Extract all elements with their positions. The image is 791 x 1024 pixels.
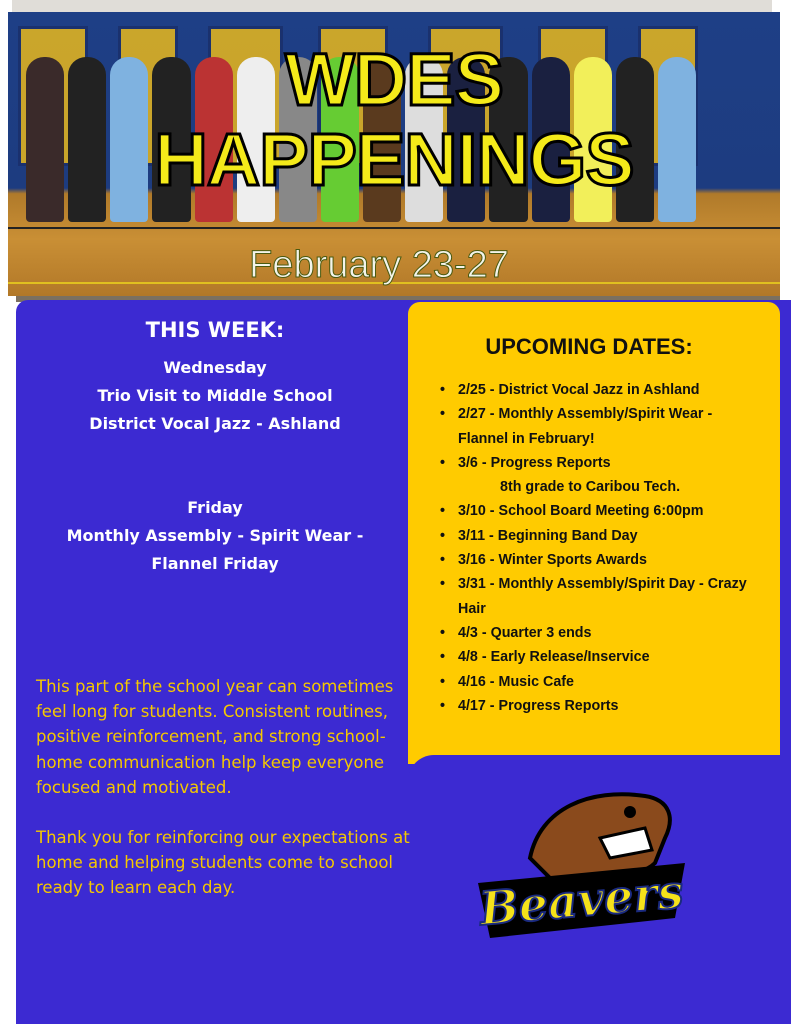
list-item: • 4/16 - Music Cafe: [440, 670, 766, 694]
list-item: • 3/11 - Beginning Band Day: [440, 524, 766, 548]
day-label: Friday: [187, 498, 243, 517]
message-paragraph: Thank you for reinforcing our expectations at home and helping students come to school ready to learn each day.: [36, 828, 410, 898]
message-paragraph: This part of the school year can sometimes feel long for students. Consistent routines, positive reinforcement, and strong school-home communication help keep everyone focused and motivated.: [36, 677, 394, 797]
title-line-1: WDES: [285, 38, 503, 121]
list-item: • 4/17 - Progress Reports: [440, 694, 766, 718]
date-range: February 23-27: [249, 244, 509, 286]
logo-text: Beavers: [477, 864, 686, 936]
title-line-2: HAPPENINGS: [154, 118, 634, 201]
this-week-section: [16, 318, 414, 578]
message-section: [36, 674, 416, 901]
list-item: • 2/27 - Monthly Assembly/Spirit Wear - Flannel in February!: [440, 402, 766, 451]
upcoming-list: [408, 378, 780, 718]
list-item: • 4/3 - Quarter 3 ends: [440, 621, 766, 645]
event: Trio Visit to Middle School: [97, 386, 333, 405]
day-label: Wednesday: [163, 358, 267, 377]
list-item-continuation: 8th grade to Caribou Tech.: [500, 479, 681, 496]
event: Monthly Assembly - Spirit Wear -: [66, 526, 364, 545]
list-item: • 3/31 - Monthly Assembly/Spirit Day - Crazy Hair: [440, 572, 766, 621]
beavers-logo: [470, 788, 695, 943]
list-item: • 3/16 - Winter Sports Awards: [440, 548, 766, 572]
list-item: • 3/6 - Progress Reports: [440, 451, 766, 475]
list-item: • 3/10 - School Board Meeting 6:00pm: [440, 499, 766, 523]
upcoming-section: [408, 334, 780, 718]
list-item: • 2/25 - District Vocal Jazz in Ashland: [440, 378, 766, 402]
event: Flannel Friday: [151, 554, 279, 573]
upcoming-heading: UPCOMING DATES:: [485, 334, 693, 359]
list-item: • 4/8 - Early Release/Inservice: [440, 645, 766, 669]
this-week-heading: THIS WEEK:: [145, 318, 285, 342]
event: District Vocal Jazz - Ashland: [89, 414, 341, 433]
header-photo: [8, 12, 780, 296]
